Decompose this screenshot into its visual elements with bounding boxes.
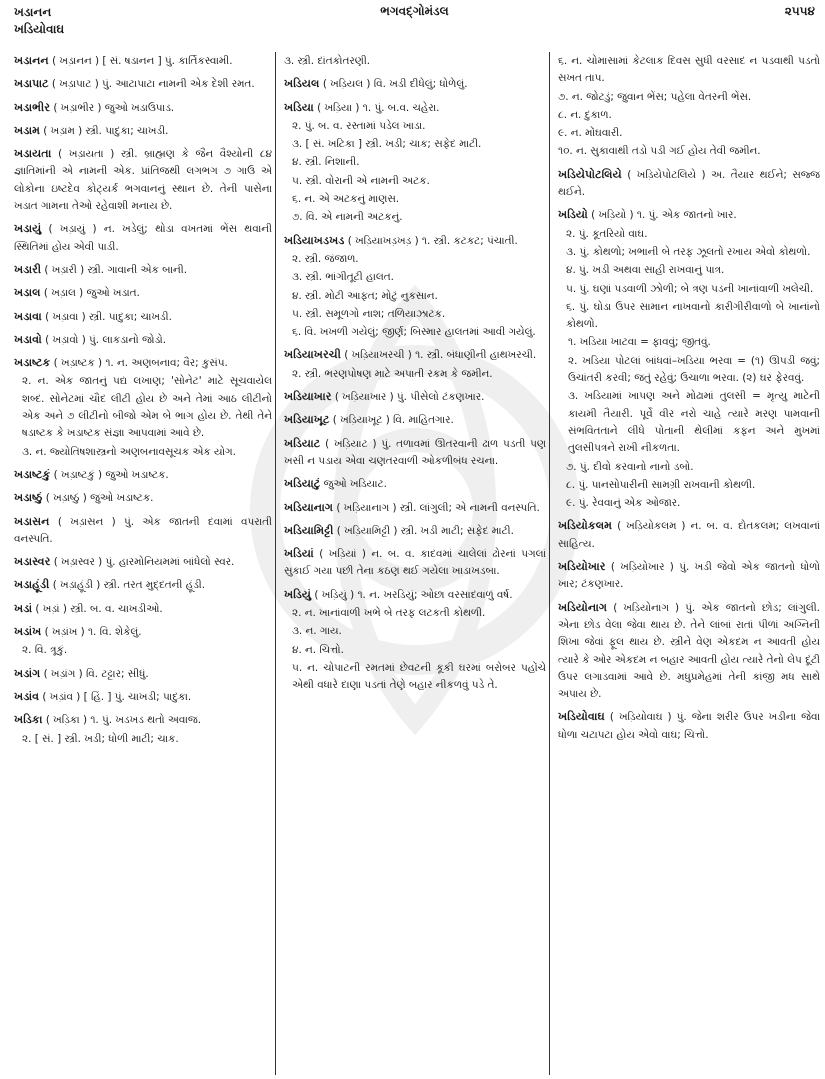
- dictionary-entry: [14, 600, 272, 618]
- headword: ખડિયો: [558, 208, 588, 222]
- dictionary-entry: [558, 206, 820, 512]
- definition-text: ( ખડ઼ાષ્ઠું ) જુઓ ખડાષ્ટક.: [45, 492, 154, 505]
- headword: ખડિયું: [284, 587, 312, 601]
- headword: ખડિયાં: [284, 547, 314, 561]
- column-3: [549, 52, 820, 1075]
- dictionary-entry: [558, 599, 820, 704]
- dictionary-entry: [284, 53, 546, 70]
- definition-text: ( ખડ઼ારી ) સ્ત્રી. ગાવાની એક બાની.: [44, 263, 188, 276]
- sense: ૨. સ્ત્રી. ભરણપોષણ માટે અપાતી રકમ કે જમીન.: [292, 367, 493, 380]
- column-1: [14, 52, 275, 1075]
- definition-text: ( ખડ઼િકા ) ૧. પું. ખડખડ થતો અવાજ.: [45, 714, 202, 727]
- sense: ૪. સ્ત્રી. નિશાની.: [292, 156, 360, 169]
- dictionary-entry: [14, 688, 272, 706]
- sense: ૫. સ્ત્રી. વોરાની એ નામની અટક.: [292, 174, 430, 187]
- dictionary-entry: [14, 122, 272, 140]
- definition-text: ( ખડ઼ાસન ) પું. એક જાતની દવામાં વપરાતી વનસ્પતિ.: [14, 515, 272, 545]
- dictionary-entry: [284, 586, 546, 695]
- sense: ૬. ન. ચોમાસામાં કેટલાક દિવસ સુધી વરસાદ ન પડવાથી પડતો સખત તાપ.: [558, 55, 820, 85]
- sense: ૮. પું. પાનસોપારીની સામગ્રી રાખવાની કોથળી.: [566, 478, 756, 491]
- sense: ૨. પું. બ. વ. રસ્તામાં પડેલ ખાડા.: [292, 119, 426, 132]
- sense: ૭. ન. જોટડું; જુવાન ભેંસ; પહેલા વેતરની ભેંસ.: [558, 90, 752, 103]
- dictionary-columns: [14, 52, 819, 1075]
- dictionary-entry: [558, 558, 820, 594]
- definition-text: ( ખડ઼િયોનાગ ) પું. એક જાતનો છોડ; લાંગુલી. એના છોડ વેલા જેવા થાય છે. તેને લાંબાં રાતાં પીળાં અગ્નિની શિખા જેવાં ફૂલ થાય છે. સ્ત્રીને વેણ એકદમ ન આવતી હોય ત્યારે કે ઓર એકદમ ન બહાર આવતી હોય ત્યારે તેનો લેપ દૂંટી ઉપર લગાડવામાં આવે છે. મધુપ્રમેહમાં તેની કાંજી મધ સાથે અપાય છે.: [558, 601, 820, 701]
- page-number: ૨૫૫૪: [784, 4, 815, 18]
- definition-text: ( ખડ઼િયાખૂટ ) વિ. માહિતગાર.: [332, 414, 454, 427]
- headword: ખડાયતા: [14, 147, 52, 161]
- dictionary-entry: [284, 75, 546, 93]
- dictionary-entry: [284, 99, 546, 227]
- dictionary-entry: [14, 513, 272, 549]
- headword: ખડાયું: [14, 222, 42, 236]
- dictionary-entry: [14, 145, 272, 215]
- sense: ૨. ન. એક જાતનું પદ્ય લખાણ; 'સોનેટ' માટે સૂચવાયેલ શબ્દ. સોનેટમાં ચૌદ લીટી હોય છે અને તેમાં આઠ લીટીનો એક અને ૭ લીટીનો બીજો એમ બે ભાગ હોય છે. તેથી તેને ષડાષ્ટક કે ખડાષ્ટક સંજ્ઞા આપવામાં આવે છે.: [22, 375, 272, 440]
- sense: ૬. વિ. ખખળી ગયેલું; જીર્ણ; બિસ્માર હાલતમાં આવી ગયેલું.: [292, 326, 536, 339]
- sense: ૩. પું. કોથળો; ખભાની બે તરફ ઝૂલતો રખાય એવો કોથળો.: [566, 245, 811, 258]
- headword: ખડાભીર: [14, 100, 51, 114]
- headword: ખડિયોનાગ: [558, 600, 608, 614]
- dictionary-entry: [284, 475, 546, 493]
- idiom: ૧. ખડિયા ખાટવા = ફાવવું; જીતવું.: [568, 336, 711, 349]
- dictionary-entry: [284, 232, 546, 342]
- idiom: ૨. ખડિયા પોટલાં બાંધવાં–ખડિયા ભરવા = (૧) ઊપડી જવું; ઉચાંતરી કરવી; જતું રહેવું; ઉચાળા ભરવા. (૨) ઘર ફેરવવું.: [568, 354, 820, 385]
- dictionary-entry: [14, 220, 272, 256]
- sense: ૨. ન. ખાનાંવાળી ખભે બે તરફ લટકતી કોથળી.: [292, 607, 486, 620]
- headword: ખડિયામિટ્ટી: [284, 523, 334, 537]
- book-title: ભગવદ્ગોમંડલ: [380, 4, 449, 18]
- dictionary-entry: [284, 388, 546, 406]
- definition-text: ( ખડ઼િયલ ) વિ. ખડી દીધેલું; ધોળેલું.: [322, 78, 468, 91]
- sense: ૯. પું. રેવવાનું એક ઓજાર.: [566, 497, 681, 510]
- dictionary-entry: [558, 708, 820, 744]
- dictionary-entry: [14, 331, 272, 349]
- definition-text: ( ખડ઼ાં ) સ્ત્રી. બ. વ. ચાખડીઓ.: [35, 602, 163, 615]
- headword: ખડામ: [14, 123, 40, 137]
- definition-text: ( ખડ઼િયાનાગ ) સ્ત્રી. લાંગુલી; એ નામની વનસ્પતિ.: [336, 501, 540, 514]
- headword: ખડિયેપોટલિયે: [558, 167, 622, 181]
- headword: ખડારી: [14, 262, 42, 276]
- sense: ૭. વિ. એ નામની અટકનું.: [292, 211, 403, 224]
- sense: ૮. ન. દુકાળ.: [558, 108, 612, 121]
- headword: ખડિયા: [284, 100, 314, 114]
- headword: ખડાલ: [14, 286, 41, 300]
- headword: ખડિયાખાર: [284, 390, 332, 404]
- headword: ખડિયોવાઘ: [558, 710, 605, 724]
- definition-text: ( ખડ઼ાંખ ) ૧. વિ. શેકેલું.: [44, 626, 142, 639]
- headword: ખડાંખ: [14, 625, 42, 639]
- dictionary-entry: [14, 665, 272, 683]
- headword: ખડિકા: [14, 713, 43, 727]
- page-header: [14, 4, 815, 50]
- headword: ખડાવા: [14, 309, 42, 323]
- sense: ૨. પું. કૂતરિયો વાઘ.: [566, 227, 648, 240]
- sense: ૫. સ્ત્રી. સમૂળગો નાશ; તળિયાઝાટક.: [292, 307, 446, 320]
- definition-text: ( ખડ઼ાપાટ ) પું. આટાપાટા નામની એક દેશી રમત.: [51, 78, 255, 91]
- definition-text: ( ખડ઼ાનન ) [ સં. ષડાનન ] પું. કાર્તિકસ્વામી.: [52, 55, 233, 67]
- definition-text: ( ખડ઼િયામિટ્ટી ) સ્ત્રી. ખડી માટી; સફેદ માટી.: [336, 524, 514, 537]
- sense: ૬. પું. ઘોડા ઉપર સામાન નાખવાનો કારીગીરીવાળો બે ખાનાંનો કોથળો.: [566, 300, 820, 331]
- headword: ખડાનન: [14, 54, 49, 67]
- headword: ખડિયોખાર: [558, 560, 606, 574]
- headword: ખડાંવ: [14, 689, 40, 703]
- sense: ૩. ન. ગાય.: [292, 625, 342, 638]
- headword: ખડાવો: [14, 332, 42, 346]
- headword: ખડિયલ: [284, 77, 320, 91]
- definition-text: ( ખડ઼િયેપોટલિયે ) અ. તૈયાર થઈને; સજ્જ થઈને.: [558, 168, 820, 199]
- sense: ૩. ન. જ્યોતિષશાસ્ત્રનો અણબનાવસૂચક એક યોગ.: [22, 445, 236, 458]
- dictionary-entry: [14, 261, 272, 279]
- headword: ખડિયાખડખડ: [284, 233, 345, 247]
- dictionary-entry: [14, 354, 272, 461]
- column-2: [275, 52, 549, 1075]
- dictionary-entry: [558, 517, 820, 553]
- definition-text: ( ખડ઼ાષ્ટક ) ૧. ન. અણબનાવ; વૈર; કુસંપ.: [53, 357, 228, 370]
- headword: ખડિયાનાગ: [284, 500, 334, 514]
- definition-text: ( ખડ઼િયોવાઘ ) પું. જેના શરીર ઉપર ખડીના જેવા ધોળા ચટાપટા હોય એવો વાઘ; ચિત્તો.: [558, 711, 820, 741]
- headword: ખડિયોકલમ: [558, 519, 613, 533]
- dictionary-entry: [14, 623, 272, 660]
- definition-text: ( ખડ઼ાવા ) સ્ત્રી. પાદુકા; ચાખડી.: [45, 310, 172, 323]
- dictionary-entry: [14, 308, 272, 326]
- definition-text: ( ખડ઼િયા ) ૧. પું. બ.વ. ચહેરા.: [317, 101, 440, 114]
- definition-text: જુઓ ખડિયાટ.: [323, 478, 387, 491]
- dictionary-entry: [284, 522, 546, 540]
- definition-text: ( ખડ઼ાભીર ) જુઓ ખડાઉપાડ.: [53, 101, 175, 114]
- sense: ૪. પું. ખડી અથવા સાહી રાખવાનું પાત્ર.: [566, 264, 725, 277]
- headword: ખડાપાટ: [14, 77, 49, 91]
- sense: ૩. [ સં. ખટિકા ] સ્ત્રી. ખડી; ચાક; સફેદ માટી.: [292, 138, 482, 151]
- dictionary-entry: [14, 284, 272, 302]
- dictionary-entry: [14, 99, 272, 117]
- guide-word-last: ખડિયોવાઘ: [14, 22, 65, 36]
- guide-word-first: ખડાનન: [14, 5, 52, 19]
- idiom: ૩. ખડિયામાં ખાપણ અને મોઢામાં તુલસી = મૃત્યુ માટેની કાયમી તૈયારી. પૂર્વે વીર નરો ચાહે ત્યારે મરણ પામવાની સંભવિતતાને લીધે પોતાની થેલીમાં કફન અને મુખમાં તુલસીપત્રને રાખી નીકળતા.: [568, 390, 820, 455]
- dictionary-entry: [284, 346, 546, 383]
- headword: ખડિયાખૂટ: [284, 413, 330, 427]
- headword: ખડાસન: [14, 514, 50, 528]
- dictionary-entry: [14, 75, 272, 93]
- definition-text: ( ખડ઼િયાખડ઼ખડ઼ ) ૧. સ્ત્રી. કટકટ; પંચાતી.: [347, 234, 518, 247]
- definition-text: ( ખડ઼ાષ્ટકું ) જુઓ ખડાષ્ટક.: [53, 468, 169, 481]
- sense: ૫. પું. ઘણાં પડવાળી ઝોળી; બે ત્રણ પડની ખાનાંવાળી ખલેચી.: [566, 282, 814, 295]
- dictionary-entry: [14, 52, 272, 70]
- definition-text: ( ખડ઼િયોકલમ ) ન. બ. વ. દોતકલમ; લખવાનાં સાહિત્ય.: [558, 520, 820, 550]
- sense: ૨. સ્ત્રી. જંજાળ.: [292, 252, 359, 265]
- headword: ખડાષ્ટક: [14, 356, 51, 370]
- sense: ૬. ન. એ અટકનું માણસ.: [292, 193, 400, 206]
- headword: ખડાંગ: [14, 666, 41, 680]
- definition-text: ( ખડ઼િયો ) ૧. પું. એક જાતનો ખાર.: [591, 209, 737, 222]
- sense: ૭. પું. દીવો કરવાનો નાનો ડબો.: [566, 460, 694, 473]
- sense: ૩. સ્ત્રી. ભાંગીતૂટી હાલત.: [292, 271, 394, 284]
- definition-text: ( ખડ઼િયાટ ) પું. તળાવમાં ઊતરવાની ઢાળ પડતી પણ ખસી ન પડાય એવા ચણતરવાળી ઓકળીબંધ રચના.: [284, 437, 546, 467]
- sense: ૪. ન. ચિત્તો.: [292, 643, 344, 656]
- sense: ૨. વિ. ત્રૂકું.: [22, 644, 68, 657]
- headword: ખડાષ્ઠું: [14, 491, 43, 505]
- sense: ૨. [ સં. ] સ્ત્રી. ખડી; ધોળી માટી; ચાક.: [22, 732, 179, 745]
- headword: ખડિયાટ: [284, 436, 321, 450]
- headword: ખડાસ્વર: [14, 555, 51, 569]
- dictionary-entry: [14, 711, 272, 748]
- sense: ૪. સ્ત્રી. મોટી આફત; મોટું નુકસાન.: [292, 289, 438, 302]
- dictionary-entry: [284, 411, 546, 429]
- definition-text: ( ખડ઼ાંવ ) [ હિં. ] પું. ચાખડી; પાદુકા.: [42, 690, 192, 703]
- definition-text: ( ખડ઼ામ ) સ્ત્રી. પાદુકા; ચાખડી.: [43, 124, 169, 137]
- headword: ખડિયાટું: [284, 477, 321, 491]
- headword: ખડિયાખરચી: [284, 348, 341, 362]
- dictionary-entry: [558, 166, 820, 202]
- dictionary-entry: [284, 499, 546, 517]
- definition-text: ( ખડ઼િયાખરચી ) ૧. સ્ત્રી. બંધાણીની હાથખરચી.: [344, 349, 537, 362]
- definition-text: ( ખડ઼ાયતા ) સ્ત્રી. બ્રાહ્મણ કે જૈન વૈશ્યોની ૮૪ જ્ઞાતિમાંની એ નામની એક. પ્રાંતિજથી લગભગ ૭ ગાઉ એ લોકોના ઇષ્ટદેવ કોટ્યર્ક ભગવાનનું સ્થાન છે. તેની પાસેના ખડાત ગામના તેઓ રહેવાશી મનાય છે.: [14, 148, 272, 213]
- sense: ૧૦. ન. સુકાવાથી તડો પડી ગઈ હોય તેવી જમીન.: [558, 145, 761, 158]
- dictionary-entry: [284, 435, 546, 471]
- definition-text: ( ખડ઼ાવો ) પું. લાકડાનો જોડો.: [45, 333, 167, 346]
- dictionary-entry: [558, 53, 820, 161]
- headword: ખડાહૂંડી: [14, 578, 50, 592]
- sense: ૯. ન. મોંઘવારી.: [558, 127, 623, 140]
- sense: ૫. ન. ચોપાટની રમતમાં છેવટની કૂકી ઘરમાં બરોબર પહોંચે એથી વધારે દાણા પડતાં તેણે બહાર નીકળવું પડે તે.: [292, 661, 546, 692]
- definition-text: ( ખડ઼િયાં ) ન. બ. વ. કાદવમાં ચાલેલાં ઢોરનાં પગલાં સુકાઈ ગયા પછી તેના કઠણ થઈ ગયેલા ખાડાખડબા.: [284, 548, 546, 578]
- definition-text: ( ખડ઼ાંગ ) વિ. ટટ્ટાર; સીધું.: [43, 667, 149, 680]
- definition-text: ( ખડ઼િયું ) ૧. ન. ખરડિયું; ઓછા વરસાદવાળું વર્ષ.: [314, 588, 513, 601]
- dictionary-entry: [14, 553, 272, 571]
- dictionary-entry: [14, 576, 272, 594]
- sense: ૩. સ્ત્રી. દાંતકોતરણી.: [284, 55, 371, 67]
- dictionary-entry: [14, 466, 272, 484]
- definition-text: ( ખડ઼િયાખાર ) પું. પીસેલો ટંકણખાર.: [334, 391, 485, 404]
- definition-text: ( ખડ઼િયોખાર ) પું. ખડી જેવો એક જાતનો ધોળો ખાર; ટંકણખાર.: [558, 561, 820, 591]
- definition-text: ( ખડ઼ાલ ) જુઓ ખડાત.: [43, 287, 140, 300]
- definition-text: ( ખડ઼ાહૂંડી ) સ્ત્રી. તરત મુદ્દતની હૂંડી.: [52, 579, 206, 592]
- dictionary-entry: [284, 545, 546, 581]
- definition-text: ( ખડ઼ાસ્વર ) પું. હારમોનિયમમાં બાંધેલો સ્વર.: [53, 556, 235, 569]
- headword: ખડાષ્ટકું: [14, 467, 51, 481]
- dictionary-entry: [14, 489, 272, 507]
- headword: ખડાં: [14, 601, 33, 615]
- definition-text: ( ખડ઼ાયું ) ન. ખડેલું; થોડા વખતમાં ભેંસ થવાની સ્થિતિમાં હોય એવી પાડી.: [14, 223, 272, 253]
